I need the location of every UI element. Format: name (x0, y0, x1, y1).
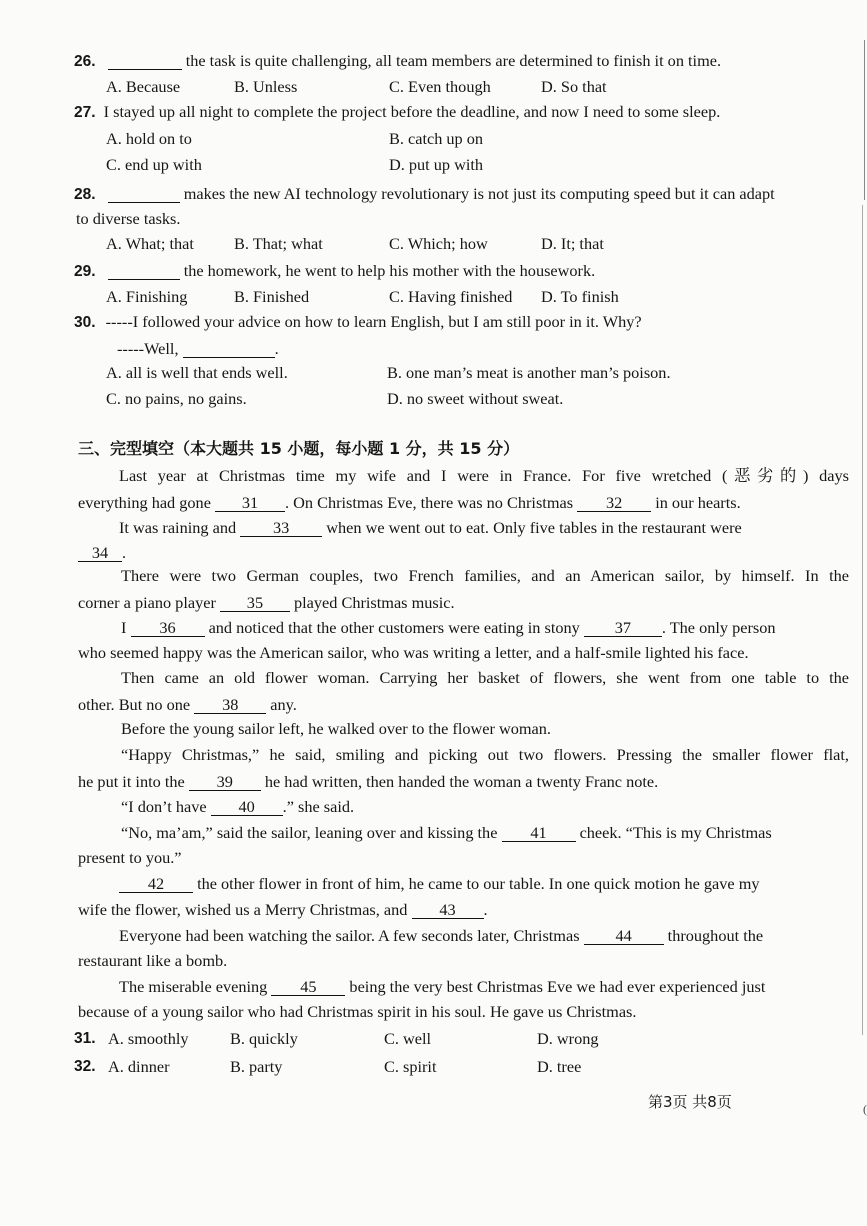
passage-text: throughout the (663, 926, 764, 945)
answer-blank (108, 52, 182, 70)
blank-39: 39 (189, 773, 261, 791)
option-d: D. put up with (389, 155, 484, 174)
passage-text: cheek. “This is my Christmas (575, 823, 772, 842)
blank-34: 34 (78, 544, 122, 562)
passage-text: being the very best Christmas Eve we had ever experienced just (345, 977, 766, 996)
question-text: -----I followed your advice on how to learn English, but I am still poor in it. Why? (105, 312, 642, 331)
option-c: C. Which; how (389, 234, 488, 253)
passage-text: in our hearts. (651, 493, 741, 512)
option-d: D. wrong (537, 1029, 599, 1048)
answer-blank (108, 262, 180, 280)
passage-line: Then came an old flower woman. Carrying her basket of flowers, she went from one table to the (121, 668, 849, 687)
scan-edge-line (864, 40, 865, 200)
question-29 (74, 262, 595, 280)
option-d: D. tree (537, 1057, 582, 1076)
passage-line (78, 544, 126, 562)
question-text: makes the new AI technology revolutionary is not just its computing speed but it can adapt (179, 184, 775, 203)
passage-text: he put it into the (78, 772, 189, 791)
question-number: 31. (74, 1030, 96, 1047)
question-number: 32. (74, 1058, 96, 1075)
passage-text: Everyone had been watching the sailor. A few seconds later, Christmas (119, 926, 584, 945)
passage-text: he had written, then handed the woman a twenty Franc note. (260, 772, 659, 791)
reply-text: -----Well, (117, 339, 183, 358)
passage-line (121, 798, 354, 816)
blank-33: 33 (240, 519, 322, 537)
passage-line (119, 927, 763, 945)
passage-line: present to you.” (78, 848, 182, 867)
option-d: D. It; that (541, 234, 604, 253)
option-b: B. That; what (234, 234, 323, 253)
option-a: A. all is well that ends well. (106, 363, 288, 382)
passage-text: other. But no one (78, 695, 195, 714)
scan-edge-line (862, 205, 863, 1035)
reply-end: . (274, 339, 279, 358)
passage-text: I (121, 618, 131, 637)
passage-line: Last year at Christmas time my wife and I were in France. For five wretched (恶劣的) days (119, 466, 849, 485)
blank-42: 42 (119, 875, 193, 893)
blank-32: 32 (577, 494, 651, 512)
option-b: B. party (230, 1057, 283, 1076)
passage-text: . The only person (661, 618, 776, 637)
question-30-reply (117, 340, 279, 358)
passage-text: “No, ma’am,” said the sailor, leaning over and kissing the (121, 823, 502, 842)
option-d: D. To finish (541, 287, 619, 306)
option-d: D. no sweet without sweat. (387, 389, 564, 408)
section-title: 三、完型填空（本大题共 15 小题，每小题 1 分，共 15 分） (78, 439, 520, 458)
question-27 (74, 104, 720, 121)
option-a: A. Finishing (106, 287, 188, 306)
passage-text: any. (266, 695, 297, 714)
question-30 (74, 314, 642, 331)
blank-36: 36 (131, 619, 205, 637)
blank-40: 40 (211, 798, 283, 816)
passage-text: and noticed that the other customers were eating in stony (204, 618, 584, 637)
passage-text: The miserable evening (119, 977, 272, 996)
passage-text: It was raining and (119, 518, 241, 537)
option-b: B. catch up on (389, 129, 484, 148)
passage-line (119, 978, 765, 996)
blank-38: 38 (194, 696, 266, 714)
answer-blank (108, 185, 180, 203)
question-28 (74, 185, 775, 203)
passage-line: because of a young sailor who had Christmas spirit in his soul. He gave us Christmas. (78, 1002, 637, 1021)
question-number: 30. (74, 314, 96, 331)
option-b: B. quickly (230, 1029, 298, 1048)
page-number: 第3页 共8页 (648, 1093, 732, 1111)
question-text: the homework, he went to help his mother with the housework. (179, 261, 596, 280)
passage-text: wife the flower, wished us a Merry Christmas, and (78, 900, 412, 919)
option-c: C. Even though (389, 77, 491, 96)
passage-line (78, 696, 297, 714)
passage-text: .” she said. (282, 797, 355, 816)
passage-text: everything had gone (78, 493, 215, 512)
option-a: A. smoothly (108, 1029, 189, 1048)
blank-45: 45 (271, 978, 345, 996)
question-text: the task is quite challenging, all team members are determined to finish it on time. (181, 51, 722, 70)
passage-line (121, 619, 776, 637)
passage-text: . (122, 543, 127, 562)
scan-edge-mark: ( (863, 1102, 867, 1116)
question-text-continued: to diverse tasks. (76, 209, 181, 228)
option-b: B. Unless (234, 77, 298, 96)
question-text: I stayed up all night to complete the project before the deadline, and now I need to some sleep. (103, 102, 721, 121)
passage-line: There were two German couples, two French families, and an American sailor, by himself. In the (121, 566, 849, 585)
answer-blank (183, 340, 275, 358)
passage-text: . On Christmas Eve, there was no Christmas (285, 493, 578, 512)
option-c: C. no pains, no gains. (106, 389, 247, 408)
option-a: A. Because (106, 77, 181, 96)
blank-35: 35 (220, 594, 290, 612)
option-a: A. What; that (106, 234, 194, 253)
question-number: 28. (74, 186, 96, 203)
blank-37: 37 (584, 619, 662, 637)
blank-31: 31 (215, 494, 285, 512)
question-26 (74, 52, 721, 70)
passage-text: “I don’t have (121, 797, 211, 816)
passage-line (121, 824, 772, 842)
passage-line: restaurant like a bomb. (78, 951, 228, 970)
option-c: C. Having finished (389, 287, 513, 306)
passage-text: played Christmas music. (289, 593, 455, 612)
passage-line: who seemed happy was the American sailor, who was writing a letter, and a half-smile lighted his face. (78, 643, 749, 662)
passage-line (78, 773, 658, 791)
option-c: C. well (384, 1029, 432, 1048)
passage-line (119, 875, 760, 893)
passage-line (78, 901, 488, 919)
passage-line (78, 494, 741, 512)
option-a: A. dinner (108, 1057, 170, 1076)
passage-line: Before the young sailor left, he walked over to the flower woman. (121, 719, 551, 738)
question-number: 29. (74, 263, 96, 280)
option-c: C. end up with (106, 155, 202, 174)
option-b: B. Finished (234, 287, 310, 306)
question-number: 27. (74, 104, 96, 121)
blank-43: 43 (412, 901, 484, 919)
blank-41: 41 (502, 824, 576, 842)
option-d: D. So that (541, 77, 607, 96)
passage-text: the other flower in front of him, he came to our table. In one quick motion he gave my (193, 874, 760, 893)
passage-line (119, 519, 742, 537)
option-b: B. one man’s meat is another man’s poison. (387, 363, 671, 382)
passage-line: “Happy Christmas,” he said, smiling and picking out two flowers. Pressing the smaller flower flat, (121, 745, 849, 764)
question-number: 26. (74, 53, 96, 70)
passage-text: when we went out to eat. Only five tables in the restaurant were (322, 518, 742, 537)
option-c: C. spirit (384, 1057, 437, 1076)
passage-line (78, 594, 455, 612)
passage-text: . (483, 900, 488, 919)
passage-text: corner a piano player (78, 593, 220, 612)
blank-44: 44 (584, 927, 664, 945)
option-a: A. hold on to (106, 129, 192, 148)
